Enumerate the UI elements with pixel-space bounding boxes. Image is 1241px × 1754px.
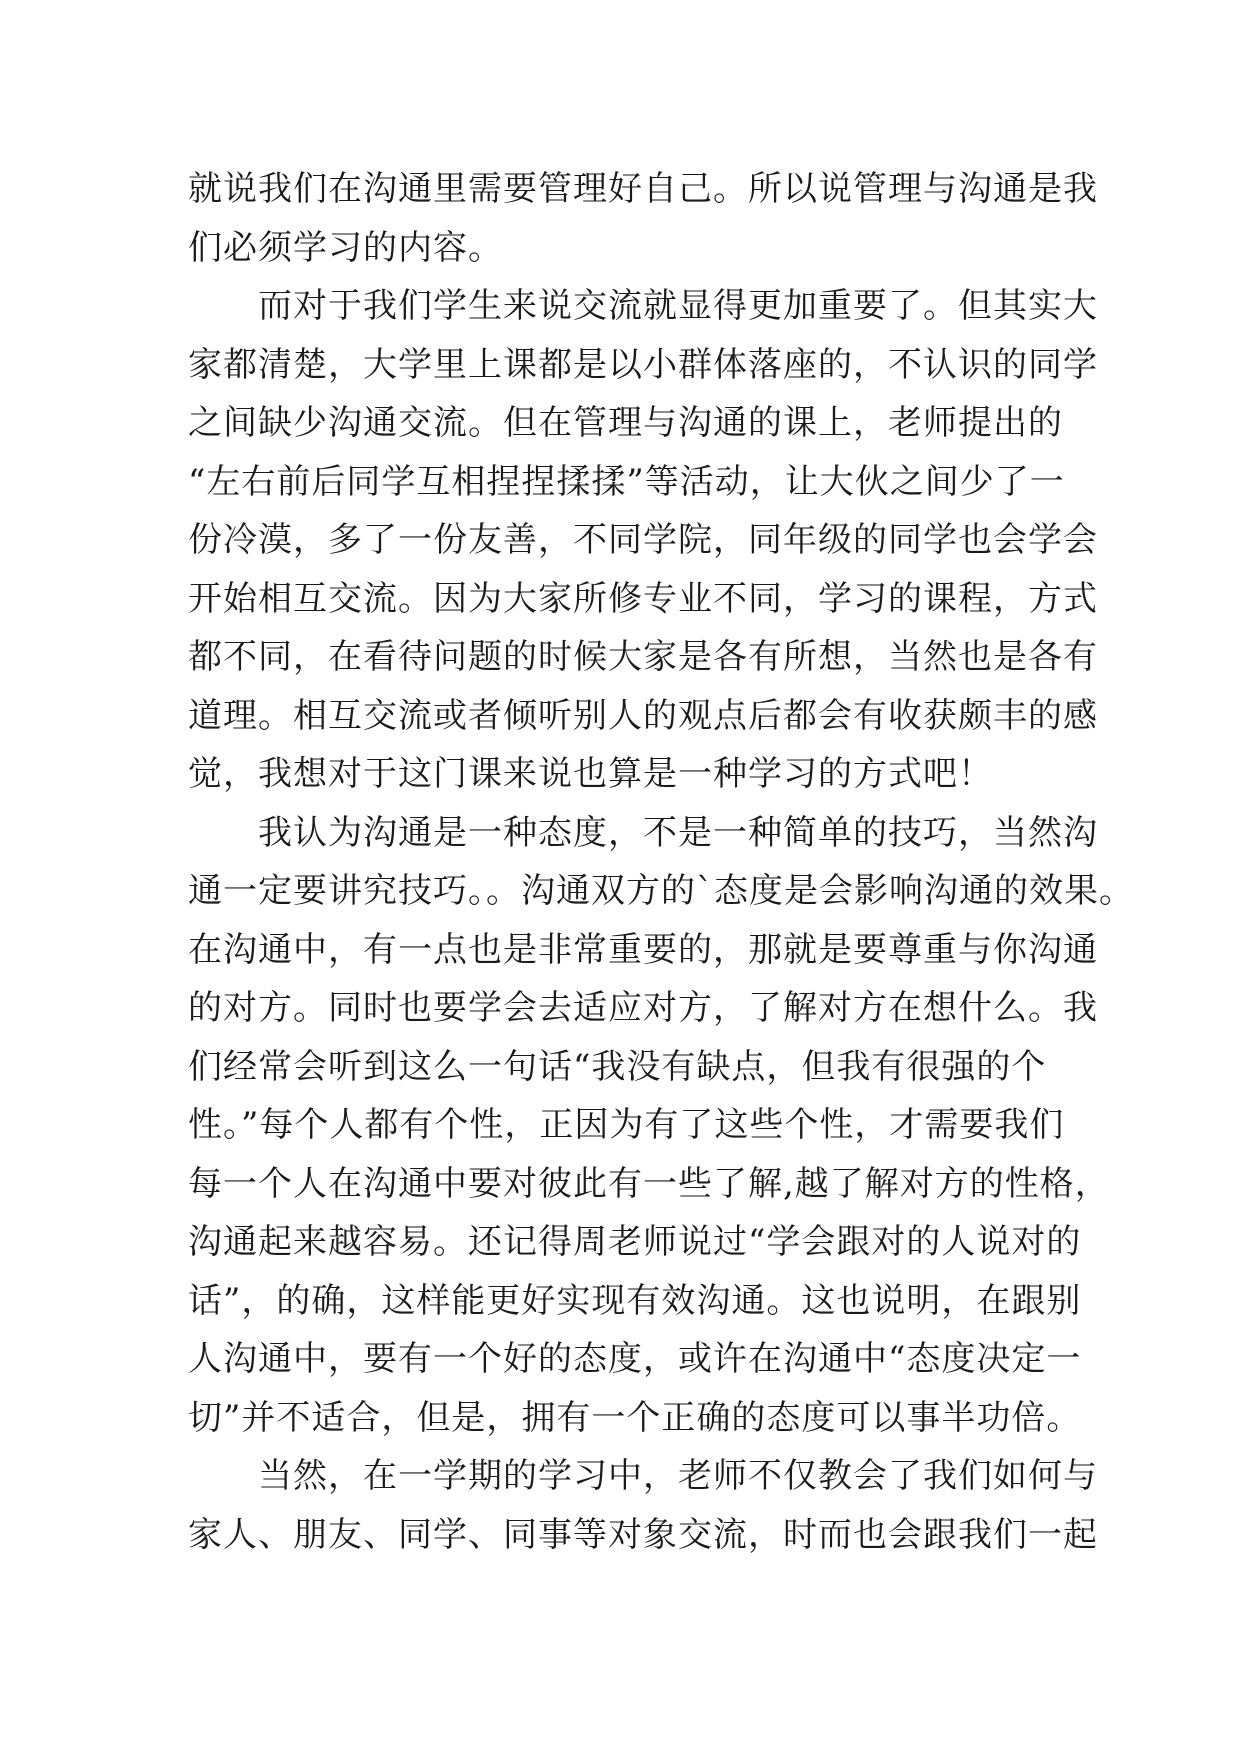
text-line: 家都清楚，大学里上课都是以小群体落座的，不认识的同学 (188, 344, 1098, 385)
text-line: 觉，我想对于这门课来说也算是一种学习的方式吧！ (188, 754, 993, 794)
text-line: 都不同，在看待问题的时候大家是各有所想，当然也是各有 (188, 637, 1098, 677)
text-line: 就说我们在沟通里需要管理好自己。所以说管理与沟通是我 (188, 169, 1098, 209)
text-line: 人沟通中，要有一个好的态度，或许在沟通中“态度决定一 (188, 1339, 1082, 1379)
paragraph-first-line: 我认为沟通是一种态度，不是一种简单的技巧，当然沟 (258, 812, 1098, 853)
text-line: 开始相互交流。因为大家所修专业不同，学习的课程，方式 (188, 578, 1098, 619)
text-line: 份冷漠，多了一份友善，不同学院，同年级的同学也会学会 (188, 520, 1098, 560)
text-line: “左右前后同学互相捏捏揉揉”等活动，让大伙之间少了一 (188, 461, 1065, 502)
text-line: 家人、朋友、同学、同事等对象交流，时而也会跟我们一起 (188, 1514, 1098, 1555)
text-line: 通一定要讲究技巧。。沟通双方的`态度是会影响沟通的效果。 (188, 871, 1134, 911)
text-line: 话”，的确，这样能更好实现有效沟通。这也说明，在跟别 (188, 1280, 1082, 1321)
text-line: 之间缺少沟通交流。但在管理与沟通的课上，老师提出的 (188, 403, 1063, 443)
text-line: 们经常会听到这么一句话“我没有缺点，但我有很强的个 (188, 1046, 1047, 1087)
body-text (188, 160, 1134, 1564)
text-line: 在沟通中，有一点也是非常重要的，那就是要尊重与你沟通 (188, 929, 1098, 970)
paragraph-first-line: 而对于我们学生来说交流就显得更加重要了。但其实大 (258, 286, 1098, 326)
paragraph-first-line: 当然，在一学期的学习中，老师不仅教会了我们如何与 (258, 1456, 1098, 1496)
text-line: 沟通起来越容易。还记得周老师说过“学会跟对的人说对的 (188, 1222, 1082, 1262)
text-line: 们必须学习的内容。 (188, 227, 503, 268)
text-line: 每一个人在沟通中要对彼此有一些了解,越了解对方的性格， (188, 1163, 1110, 1204)
text-line: 切”并不适合，但是，拥有一个正确的态度可以事半功倍。 (188, 1397, 1082, 1438)
text-line: 的对方。同时也要学会去适应对方，了解对方在想什么。我 (188, 988, 1098, 1028)
text-line: 性。”每个人都有个性，正因为有了这些个性，才需要我们 (188, 1105, 1065, 1145)
text-line: 道理。相互交流或者倾听别人的观点后都会有收获颇丰的感 (188, 695, 1098, 736)
